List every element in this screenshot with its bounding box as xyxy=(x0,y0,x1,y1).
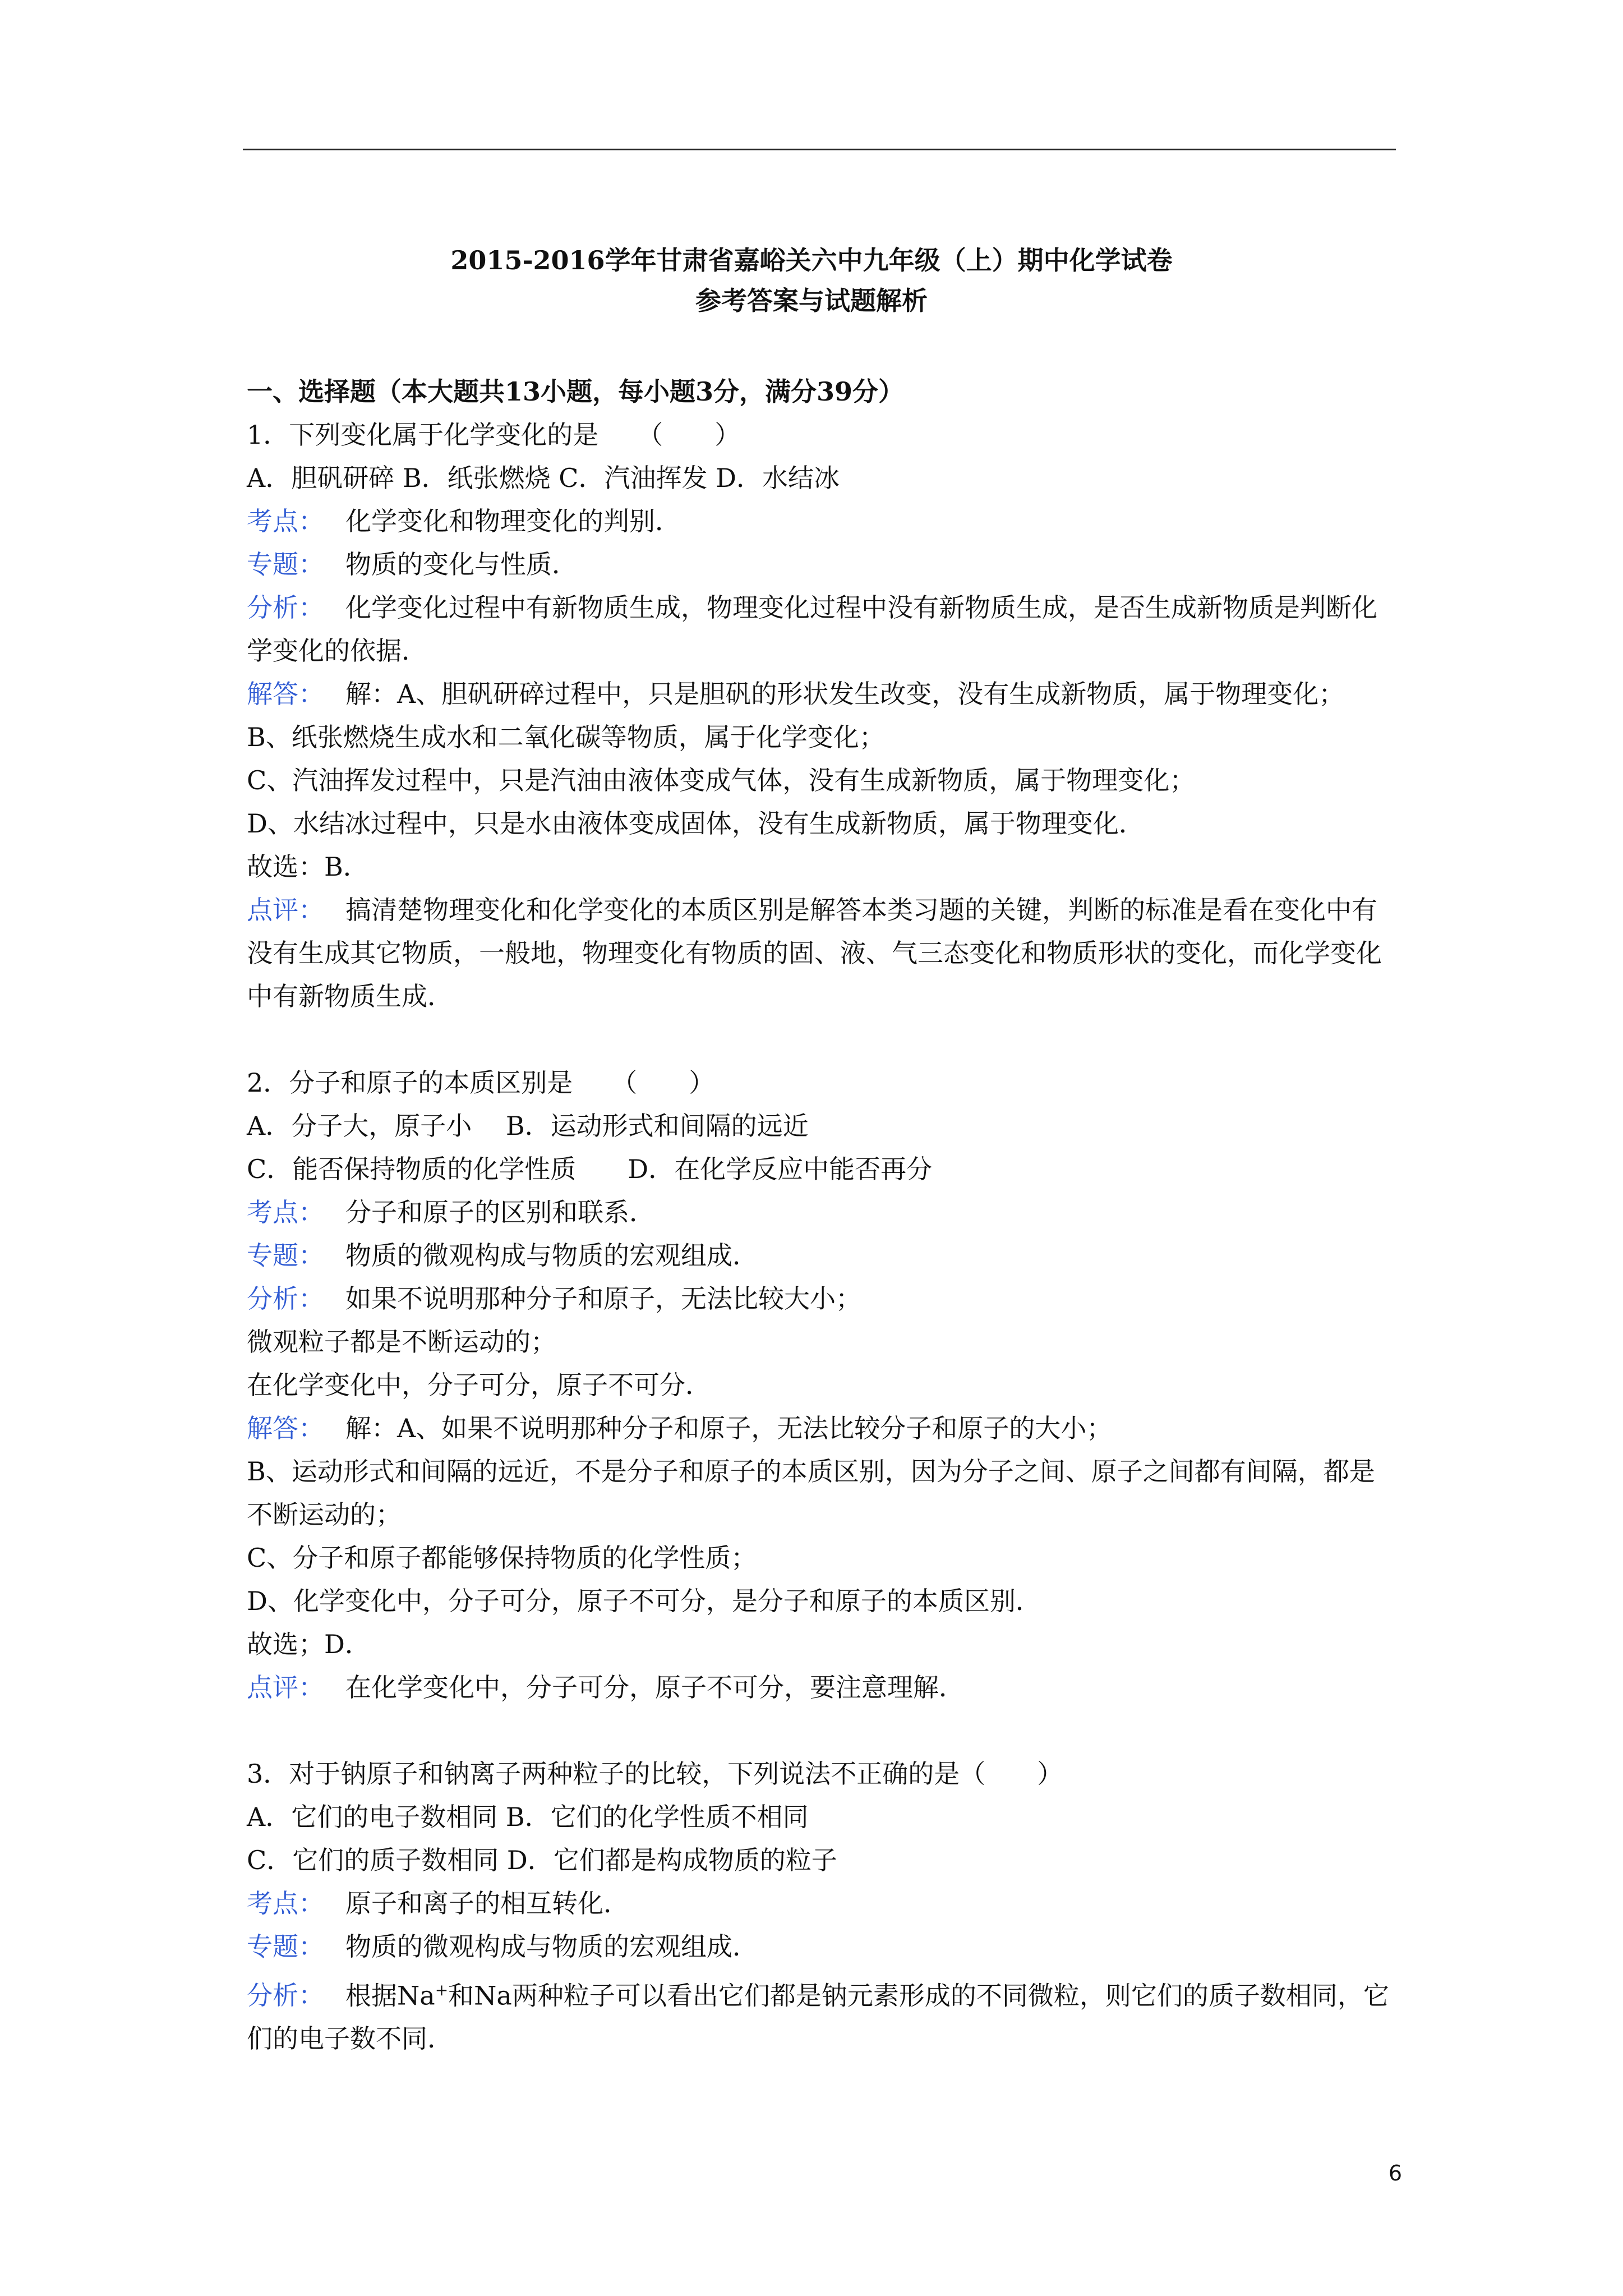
answer-choice: 故选；D． xyxy=(247,1629,371,1659)
question-stem: 1．下列变化属于化学变化的是 （ ） xyxy=(247,420,741,450)
topic-text: 物质的微观构成与物质的宏观组成． xyxy=(345,1240,758,1271)
question-options: A．分子大，原子小 B．运动形式和间隔的远近 xyxy=(247,1111,809,1141)
analysis-text: 化学变化过程中有新物质生成，物理变化过程中没有新物质生成，是否生成新物质是判断化学变化的依据． xyxy=(247,592,1377,666)
label-answer: 解答： xyxy=(247,679,324,709)
point-text: 化学变化和物理变化的判别． xyxy=(345,506,681,536)
analysis xyxy=(247,1277,1396,1320)
topic xyxy=(247,543,1396,586)
point-text: 分子和原子的区别和联系． xyxy=(345,1197,655,1227)
label-review: 点评： xyxy=(247,895,324,925)
document-title: 2015-2016学年甘肃省嘉峪关六中九年级（上）期中化学试卷 xyxy=(450,245,1173,275)
answer-choice: 故选：B． xyxy=(247,852,369,882)
page-number: 6 xyxy=(1388,2161,1402,2185)
analysis-text: 根据Na xyxy=(345,1980,435,2011)
knowledge-point xyxy=(247,1882,1396,1925)
answer-line: B、纸张燃烧生成水和二氧化碳等物质，属于化学变化； xyxy=(247,722,885,752)
question-stem: 2．分子和原子的本质区别是 （ ） xyxy=(247,1068,715,1098)
analysis xyxy=(247,586,1396,673)
label-review: 点评： xyxy=(247,1672,324,1703)
knowledge-point xyxy=(247,1191,1396,1234)
answer xyxy=(247,1407,1396,1450)
label-point: 考点： xyxy=(247,506,324,536)
topic xyxy=(247,1234,1396,1277)
question-3 xyxy=(247,1752,1396,2060)
label-answer: 解答： xyxy=(247,1413,324,1443)
topic-text: 物质的变化与性质． xyxy=(345,549,578,579)
label-point: 考点： xyxy=(247,1197,324,1227)
answer-text: 解：A、如果不说明那种分子和原子，无法比较分子和原子的大小； xyxy=(345,1413,1113,1443)
label-topic: 专题： xyxy=(247,549,324,579)
topic-text: 物质的微观构成与物质的宏观组成． xyxy=(345,1931,758,1962)
topic xyxy=(247,1925,1396,1968)
spacer xyxy=(247,1018,1396,1061)
analysis-line: 在化学变化中，分子可分，原子不可分． xyxy=(247,1370,711,1400)
superscript-charge: + xyxy=(435,1981,449,1999)
question-options: A．它们的电子数相同 B．它们的化学性质不相同 xyxy=(247,1802,809,1832)
question-options: C．能否保持物质的化学性质 D．在化学反应中能否再分 xyxy=(247,1154,933,1184)
knowledge-point xyxy=(247,500,1396,543)
label-analysis: 分析： xyxy=(247,1283,324,1314)
review-text: 在化学变化中，分子可分，原子不可分，要注意理解． xyxy=(345,1672,965,1703)
answer-text: 解：A、胆矾研碎过程中，只是胆矾的形状发生改变，没有生成新物质，属于物理变化； xyxy=(345,679,1345,709)
point-text: 原子和离子的相互转化． xyxy=(345,1888,629,1918)
spacer xyxy=(247,1709,1396,1752)
question-stem: 3．对于钠原子和钠离子两种粒子的比较，下列说法不正确的是（ ） xyxy=(247,1759,1063,1789)
answer xyxy=(247,673,1396,716)
label-analysis: 分析： xyxy=(247,592,324,623)
section-heading: 一、选择题（本大题共13小题，每小题3分，满分39分） xyxy=(247,376,905,407)
answer-line: D、化学变化中，分子可分，原子不可分，是分子和原子的本质区别． xyxy=(247,1586,1041,1616)
label-analysis: 分析： xyxy=(247,1980,324,2011)
answer-line: C、分子和原子都能够保持物质的化学性质； xyxy=(247,1543,757,1573)
question-options: A．胆矾研碎 B．纸张燃烧 C．汽油挥发 D．水结冰 xyxy=(247,463,840,493)
analysis-text: 如果不说明那种分子和原子，无法比较大小； xyxy=(345,1283,861,1314)
analysis xyxy=(247,1968,1396,2060)
answer-line: B、运动形式和间隔的远近，不是分子和原子的本质区别，因为分子之间、原子之间都有间隔，都是不断运动的； xyxy=(247,1456,1375,1530)
label-point: 考点： xyxy=(247,1888,324,1918)
label-topic: 专题： xyxy=(247,1931,324,1962)
question-options: C．它们的质子数相同 D．它们都是构成物质的粒子 xyxy=(247,1845,837,1875)
answer-line: C、汽油挥发过程中，只是汽油由液体变成气体，没有生成新物质，属于物理变化； xyxy=(247,765,1196,795)
question-1 xyxy=(247,413,1396,1018)
review-text: 搞清楚物理变化和化学变化的本质区别是解答本类习题的关键，判断的标准是看在变化中有没有生成其它物质，一般地，物理变化有物质的固、液、气三态变化和物质形状的变化，而化学变化中有新物质生成． xyxy=(247,895,1382,1011)
analysis-line: 微观粒子都是不断运动的； xyxy=(247,1327,556,1357)
document-subtitle: 参考答案与试题解析 xyxy=(695,286,928,316)
title-block xyxy=(0,240,1623,321)
header-rule xyxy=(243,149,1396,150)
label-topic: 专题： xyxy=(247,1240,324,1271)
analysis-text: 和Na两种粒子可以看出它们都是钠元素形成的不同微粒，则它们的质子数相同，它们的电子数不同． xyxy=(247,1980,1389,2054)
answer-line: D、水结冰过程中，只是水由液体变成固体，没有生成新物质，属于物理变化． xyxy=(247,808,1145,839)
document-body xyxy=(247,370,1396,2060)
review xyxy=(247,889,1396,1018)
question-2 xyxy=(247,1061,1396,1709)
review xyxy=(247,1666,1396,1709)
